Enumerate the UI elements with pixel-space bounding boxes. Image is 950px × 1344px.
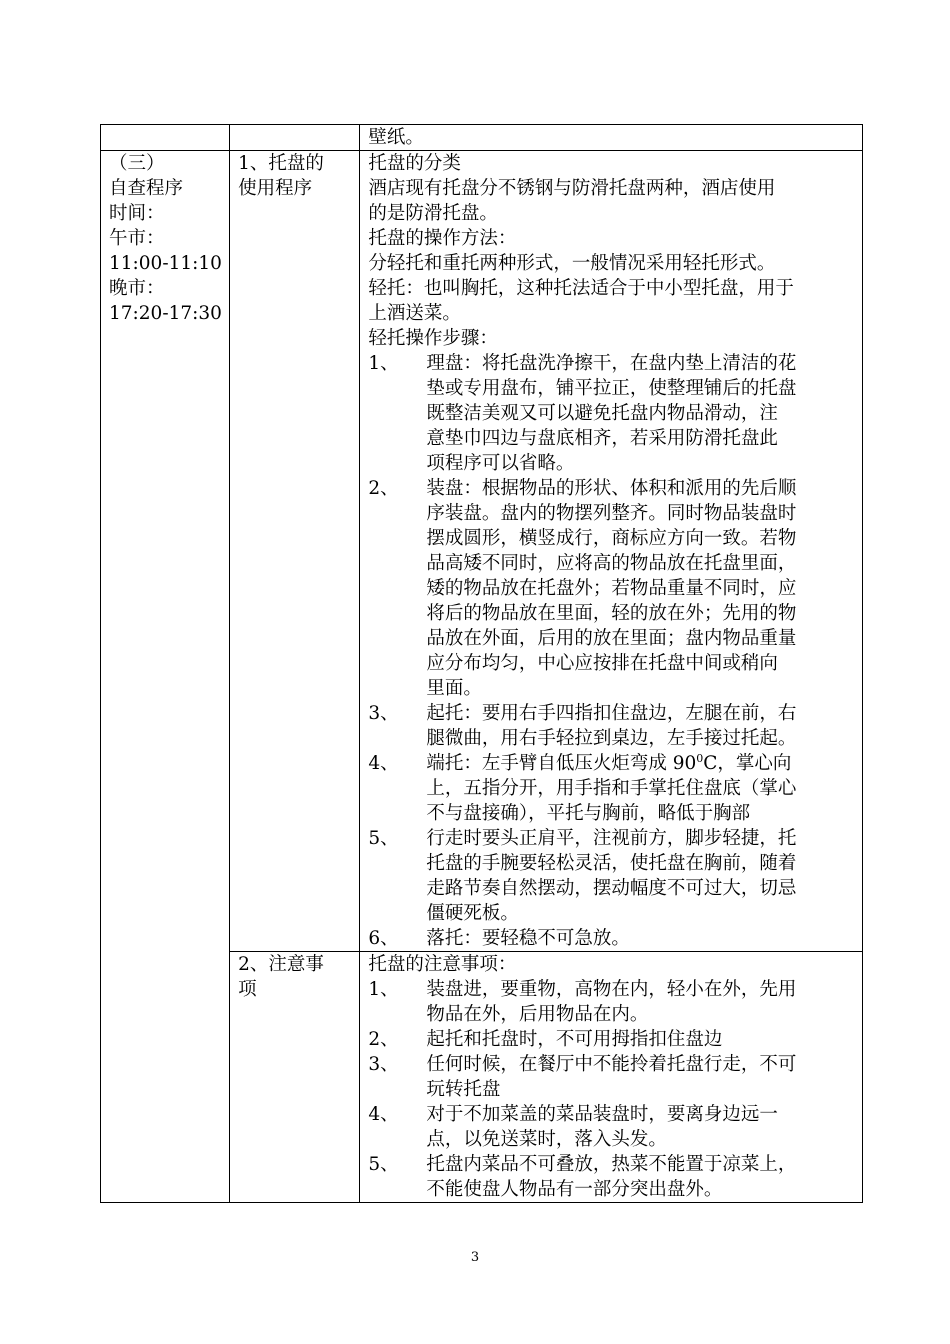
section-title: 自查程序	[109, 178, 184, 199]
cell-tray-use-content	[360, 151, 863, 952]
label-line: 2、注意事	[238, 954, 324, 975]
step-text	[426, 926, 856, 951]
note-item	[368, 1102, 856, 1152]
procedure-table	[100, 124, 863, 1203]
step-item	[368, 926, 856, 951]
cell-self-check-time	[101, 151, 230, 1203]
text-line: 的是防滑托盘。	[368, 203, 498, 224]
text-line: 摆成圆形，横竖成行，商标应方向一致。若物	[426, 528, 797, 549]
text-line: 酒店现有托盘分不锈钢与防滑托盘两种，酒店使用	[368, 178, 776, 199]
step-text	[426, 701, 856, 751]
text-line	[426, 751, 856, 776]
text-fragment: 端托：左手臂自低压火炬弯成 90	[426, 753, 697, 774]
table-row-continuation	[101, 125, 863, 151]
step-number: 5、	[368, 828, 399, 849]
text-line: 走路节奏自然摆动，摆动幅度不可过大，切忌	[426, 878, 797, 899]
note-item	[368, 1152, 856, 1202]
section-number: （三）	[109, 153, 165, 174]
text-line: 任何时候，在餐厅中不能拎着托盘行走，不可	[426, 1054, 797, 1075]
lunch-time: 11:00-11:10	[109, 253, 222, 274]
text-line: 物品在外，后用物品在内。	[426, 1004, 649, 1025]
step-text	[426, 751, 856, 826]
step-item	[368, 701, 856, 751]
note-text	[426, 1027, 856, 1052]
step-text	[426, 826, 856, 926]
text-line: 腿微曲，用右手轻拉到桌边，左手接过托起。	[426, 728, 797, 749]
step-item	[368, 826, 856, 926]
step-item	[368, 351, 856, 476]
step-text	[426, 476, 856, 701]
cell-tray-use-label	[230, 151, 360, 952]
text-line: 装盘进，要重物，高物在内，轻小在外，先用	[426, 979, 797, 1000]
text-line: 既整洁美观又可以避免托盘内物品滑动，注	[426, 403, 778, 424]
note-number: 4、	[368, 1104, 399, 1125]
text-line: 对于不加菜盖的菜品装盘时，要离身边远一	[426, 1104, 778, 1125]
page-number: 3	[470, 1250, 480, 1265]
dinner-time: 17:20-17:30	[109, 303, 222, 324]
text-line: 轻托操作步骤：	[368, 328, 498, 349]
note-text	[426, 977, 856, 1027]
text-line: 品高矮不同时，应将高的物品放在托盘里面，	[426, 553, 797, 574]
text-line: 行走时要头正肩平，注视前方，脚步轻捷，托	[426, 828, 797, 849]
text-line: 起托：要用右手四指扣住盘边，左腿在前，右	[426, 703, 797, 724]
text-line: 项程序可以省略。	[426, 453, 575, 474]
lunch-label: 午市：	[109, 228, 165, 249]
note-text	[426, 1152, 856, 1202]
step-number: 6、	[368, 928, 399, 949]
text-line: 轻托：也叫胸托，这种托法适合于中小型托盘，用于	[368, 278, 794, 299]
text-line: 应分布均匀，中心应按排在托盘中间或稍向	[426, 653, 778, 674]
note-item	[368, 1027, 856, 1052]
label-line: 使用程序	[238, 178, 313, 199]
text-line: 里面。	[426, 678, 482, 699]
degree-superscript: 0	[696, 751, 704, 765]
step-text	[426, 351, 856, 476]
step-number: 2、	[368, 478, 399, 499]
table-row-tray-use	[101, 151, 863, 952]
step-item	[368, 476, 856, 701]
text-line: 僵硬死板。	[426, 903, 519, 924]
text-line: 点，以免送菜时，落入头发。	[426, 1129, 667, 1150]
cell-empty-1	[101, 125, 230, 151]
text-line: 上，五指分开，用手指和手掌托住盘底（掌心	[426, 778, 797, 799]
text-line: 理盘：将托盘洗净擦干，在盘内垫上清洁的花	[426, 353, 797, 374]
text-line: 托盘的手腕要轻松灵活，使托盘在胸前，随着	[426, 853, 797, 874]
note-item	[368, 977, 856, 1027]
text-line: 上酒送菜。	[368, 303, 461, 324]
text-line: 托盘内菜品不可叠放，热菜不能置于凉菜上，	[426, 1154, 797, 1175]
text-fragment: C，掌心向	[703, 753, 792, 774]
time-label: 时间：	[109, 203, 165, 224]
note-text	[426, 1102, 856, 1152]
text-line: 托盘的注意事项：	[368, 954, 517, 975]
text-line: 意垫巾四边与盘底相齐，若采用防滑托盘此	[426, 428, 778, 449]
text-line: 将后的物品放在里面，轻的放在外；先用的物	[426, 603, 797, 624]
cell-notes-content	[360, 952, 863, 1203]
note-item	[368, 1052, 856, 1102]
step-number: 3、	[368, 703, 399, 724]
text-line: 矮的物品放在托盘外；若物品重量不同时，应	[426, 578, 797, 599]
cell-empty-2	[230, 125, 360, 151]
step-item	[368, 751, 856, 826]
text-line: 起托和托盘时，不可用拇指扣住盘边	[426, 1029, 723, 1050]
note-number: 3、	[368, 1054, 399, 1075]
dinner-label: 晚市：	[109, 278, 165, 299]
note-number: 1、	[368, 979, 399, 1000]
text-line: 分轻托和重托两种形式，一般情况采用轻托形式。	[368, 253, 776, 274]
text-line: 品放在外面，后用的放在里面；盘内物品重量	[426, 628, 797, 649]
label-line: 1、托盘的	[238, 153, 324, 174]
text-line: 落托：要轻稳不可急放。	[426, 928, 630, 949]
text-line: 不与盘接确），平托与胸前，略低于胸部	[426, 803, 751, 824]
text-line: 玩转托盘	[426, 1079, 501, 1100]
cell-notes-label	[230, 952, 360, 1203]
text-line: 托盘的操作方法：	[368, 228, 517, 249]
step-number: 1、	[368, 353, 399, 374]
note-number: 5、	[368, 1154, 399, 1175]
note-number: 2、	[368, 1029, 399, 1050]
text-line: 托盘的分类	[368, 153, 461, 174]
text-line: 序装盘。盘内的物摆列整齐。同时物品装盘时	[426, 503, 797, 524]
text-line: 垫或专用盘布，铺平拉正，使整理铺后的托盘	[426, 378, 797, 399]
step-number: 4、	[368, 753, 399, 774]
text-line: 装盘：根据物品的形状、体积和派用的先后顺	[426, 478, 797, 499]
note-text	[426, 1052, 856, 1102]
cell-continuation-text	[360, 125, 863, 151]
label-line: 项	[238, 979, 257, 1000]
text-line: 壁纸。	[368, 127, 424, 148]
text-line: 不能使盘人物品有一部分突出盘外。	[426, 1179, 723, 1200]
